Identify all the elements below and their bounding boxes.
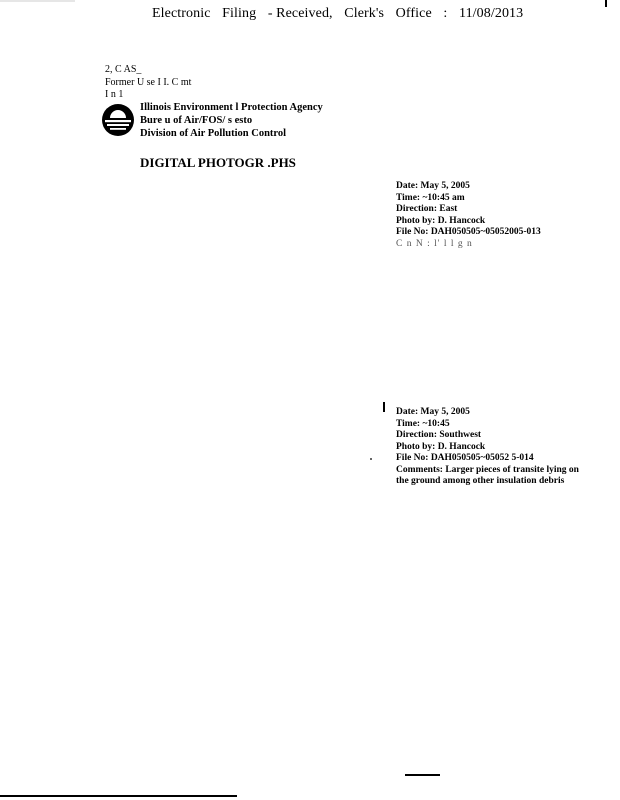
photo-comments: C n N : l' l l g n [396, 238, 473, 249]
footer-rule [405, 774, 440, 776]
photo-direction: Direction: Southwest [396, 430, 482, 440]
filing-header [152, 6, 531, 22]
photo-by: Photo by: D. Hancock [396, 441, 486, 452]
photo-caption-2 [396, 407, 579, 488]
scan-artifact-top [0, 0, 75, 2]
header-word: Clerk's [344, 6, 385, 21]
scan-artifact-edge [605, 0, 607, 7]
site-name-line: Former U se I I. C mt [105, 77, 192, 88]
header-date: 11/08/2013 [459, 6, 524, 21]
photo-time: Time: ~10:45 am [396, 192, 465, 203]
site-location-line: I n 1 [105, 89, 124, 100]
page-title: DIGITAL PHOTOGR .PHS [140, 155, 296, 170]
header-word: Office [395, 6, 432, 21]
photo-date: Date: May 5, 2005 [396, 407, 470, 417]
photo-comments: Comments: Larger pieces of transite lying on [396, 464, 579, 475]
scan-mark [383, 402, 385, 412]
header-word: Filing [222, 6, 257, 21]
header-word: : [443, 6, 448, 21]
agency-block [140, 101, 323, 140]
header-word: - Received, [267, 6, 333, 21]
photo-comments-cont: the ground among other insulation debris [396, 476, 565, 486]
photo-time: Time: ~10:45 [396, 418, 450, 429]
photo-file-no: File No: DAH050505~05052005-013 [396, 227, 541, 237]
iepa-logo-icon [101, 103, 135, 137]
header-word: Electronic [152, 6, 211, 21]
photo-date: Date: May 5, 2005 [396, 181, 470, 191]
photo-file-no: File No: DAH050505~05052 5-014 [396, 453, 534, 463]
agency-bureau: Bure u of Air/FOS/ s esto [140, 115, 253, 126]
photo-caption-1 [396, 181, 541, 250]
agency-division: Division of Air Pollution Control [140, 128, 287, 139]
scan-bottom-edge [0, 795, 237, 797]
scan-dot [370, 458, 372, 460]
site-id-line: 2, C AS_ [105, 64, 142, 75]
agency-name: Illinois Environment l Protection Agency [140, 102, 323, 113]
photo-direction: Direction: East [396, 204, 458, 214]
photo-by: Photo by: D. Hancock [396, 215, 486, 226]
